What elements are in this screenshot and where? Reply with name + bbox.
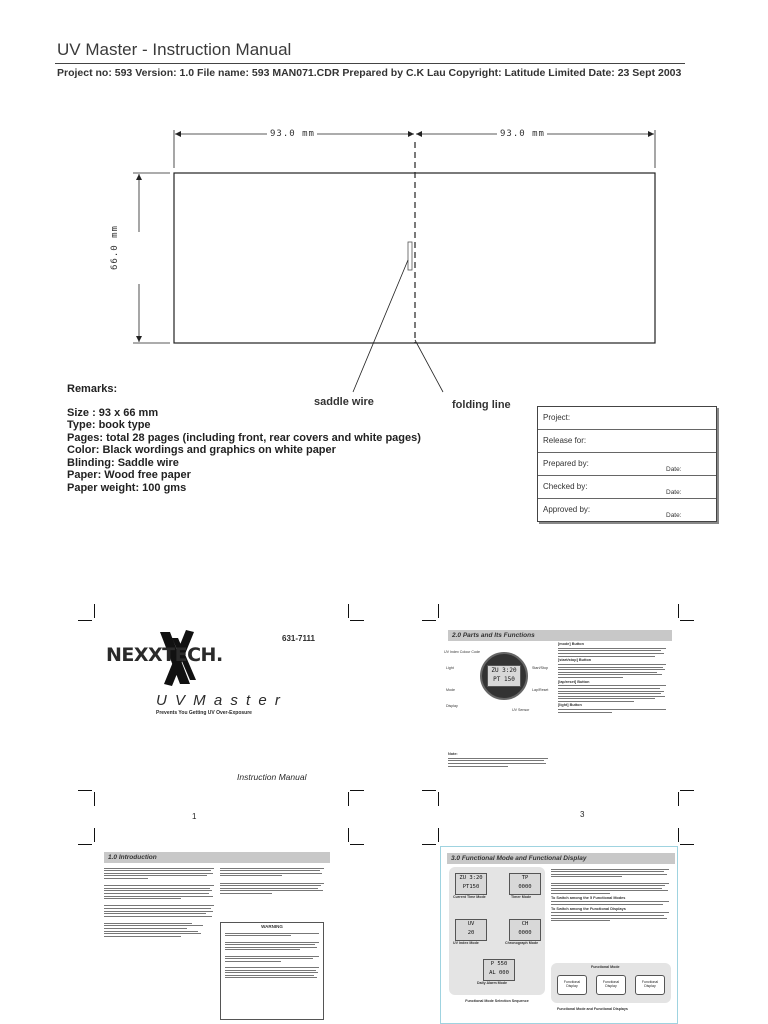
remark-line: Paper: Wood free paper [67,469,191,481]
approval-row [538,453,716,476]
functional-mode-label: Functional Mode [591,965,620,969]
approval-date: Date: [666,466,682,473]
mode-sequence-diagram [449,867,545,995]
remark-line: Size : 93 x 66 mm [67,406,159,419]
intro-heading: 1.0 Introduction [104,852,330,863]
mode-label: Timer Mode [511,895,532,899]
watch-label: UV Index Colour Code [444,650,480,654]
cover-subtitle: Instruction Manual [237,772,307,782]
cover-brand: NEXXTECH. [106,644,223,666]
switch-modes-heading: To Switch among the 5 Functional Modes [551,895,626,900]
remark-line: Type: book type [67,419,151,431]
approval-label: Checked by: [543,482,588,491]
product-name: U V M a s t e r [156,692,282,709]
functional-text [551,867,669,923]
document-title: UV Master - Instruction Manual [57,40,292,59]
intro-page-thumbnail [96,846,348,1024]
remark-line: Pages: total 28 pages (including front, rear covers and white pages) [67,431,421,444]
functional-display-box: Functional Display [635,975,665,995]
approval-date: Date: [666,489,682,496]
saddle-wire-callout: saddle wire [314,396,374,408]
approval-label: Approved by: [543,505,591,514]
watch-label: Lap/Reset [532,688,549,692]
chronograph-lcd: CH 0000 [509,919,541,941]
cover-tagline: Prevents You Getting UV Over-Exposure [156,710,252,716]
current-time-lcd: ZU 3:20 PT150 [455,873,487,895]
height-label: 66.0 mm [110,225,120,270]
watch-lcd-bottom: PT 150 [493,676,515,683]
uv-index-lcd: UV 20 [455,919,487,941]
remark-line: Blinding: Saddle wire [67,456,179,469]
start-stop-heading: [start/stop] Button [558,658,592,663]
watch-label: Start/Stop [532,666,548,670]
display-caption: Functional Mode and Functional Displays [557,1007,628,1011]
mode-label: Current Time Mode [453,895,486,899]
intro-column-left [104,866,214,938]
watch-label: Display [446,704,458,708]
watch-label: Light [446,666,454,670]
timer-lcd: TP 0000 [509,873,541,895]
saddle-wire-leader [353,260,408,392]
parts-note [448,752,548,768]
width-right-label: 93.0 mm [500,129,545,139]
watch-illustration [480,652,528,700]
approval-label: Release for: [543,436,587,445]
light-heading: [light] Button [558,703,582,708]
remark-line: Paper weight: 100 gms [67,481,187,494]
mode-button-heading: [mode] Button [558,642,584,646]
switch-displays-heading: To Switch among the Functional Displays [551,906,626,911]
note-label: Note: [448,752,458,756]
functional-page-thumbnail [440,846,678,1024]
functional-display-box: Functional Display [596,975,626,995]
functional-display-diagram [551,963,671,1003]
width-left-label: 93.0 mm [270,129,315,139]
saddle-wire-mark [408,242,412,270]
approval-label: Prepared by: [543,459,589,468]
lap-reset-heading: [lap/reset] Button [558,679,590,684]
remarks-title: Remarks: [67,383,118,395]
watch-lcd-top: ZU 3:20 [491,667,517,674]
model-number: 631-7111 [282,634,315,643]
watch-label: Mode [446,688,455,692]
mode-label: Chronograph Mode [505,941,539,945]
parts-page-thumbnail [440,622,678,790]
mode-label: Daily Alarm Mode [477,981,508,985]
approval-table [537,406,717,522]
page-number: 3 [580,810,585,819]
mode-label: UV Index Mode [453,941,479,945]
warning-box [220,922,324,1020]
cover-page-thumbnail [96,622,348,790]
page-number: 1 [192,812,197,821]
parts-heading: 2.0 Parts and Its Functions [448,630,672,641]
warning-title: WARNING [261,924,283,929]
remark-line: Color: Black wordings and graphics on white paper [67,444,336,456]
folding-line-callout: folding line [452,399,511,411]
remarks-block [67,383,421,494]
approval-row [538,499,716,521]
intro-column-right [220,866,324,896]
approval-date: Date: [666,512,682,519]
approval-row [538,430,716,453]
daily-alarm-lcd: P 550 AL 000 [483,959,515,981]
sequence-caption: Functional Mode Selection Sequence [465,999,529,1003]
header-rule [55,63,685,64]
approval-row [538,407,716,430]
functional-display-box: Functional Display [557,975,587,995]
functional-heading: 3.0 Functional Mode and Functional Display [447,853,675,864]
approval-label: Project: [543,413,571,422]
parts-description [558,642,666,714]
approval-row [538,476,716,499]
booklet-dimension-drawing [125,120,685,420]
document-meta: Project no: 593 Version: 1.0 File name: 593 MAN071.CDR Prepared by C.K Lau Copyright: Latitude Limited Date: 23 Sept 2003 [57,67,682,79]
watch-label: UV Sensor [512,708,530,712]
